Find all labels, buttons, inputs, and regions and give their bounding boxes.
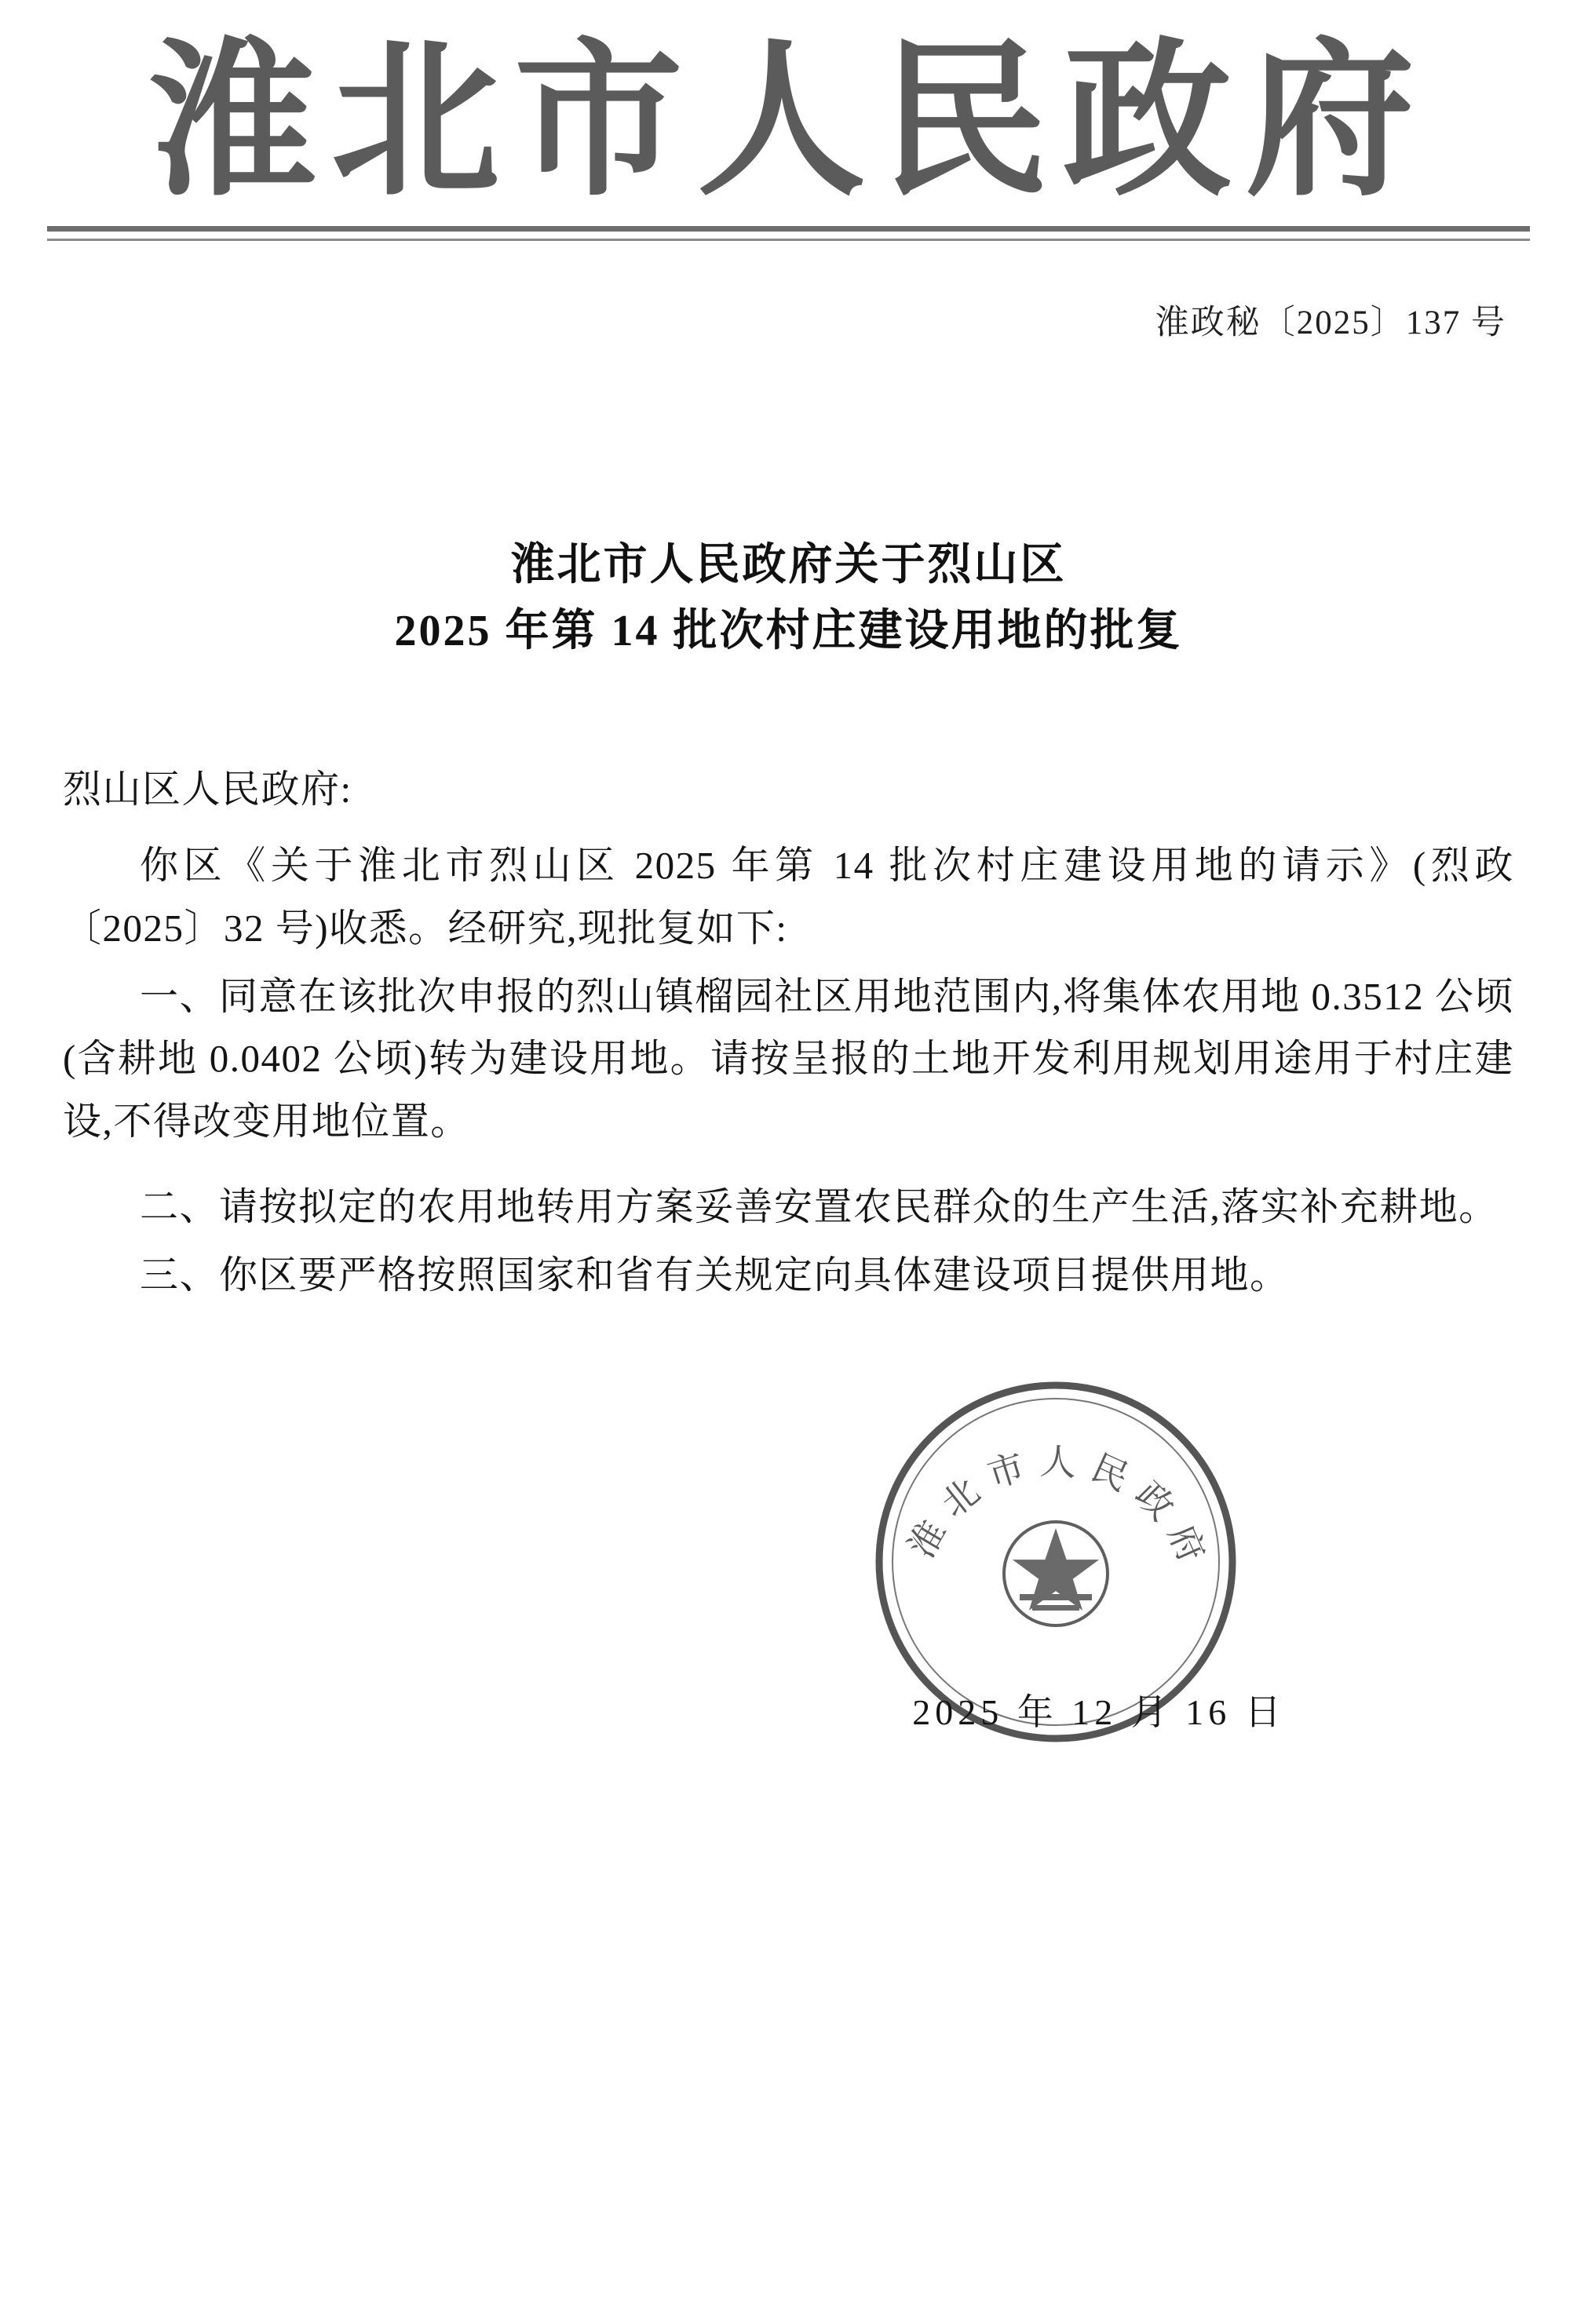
document-number: 淮政秘〔2025〕137 号 [1155,304,1506,341]
document-title-line-2: 2025 年第 14 批次村庄建设用地的批复 [394,606,1183,655]
signature-date: 2025 年 12 月 16 日 [912,1691,1286,1732]
document-body [63,758,1514,1817]
divider-thin-line [47,239,1530,241]
divider-thick-line [47,226,1530,232]
body-paragraph-4: 三、你区要严格按照国家和省有关规定向具体建设项目提供用地。 [140,1253,1290,1297]
masthead-title: 淮北市人民政府 [148,20,1429,219]
masthead [0,0,1577,219]
signature-area [63,1377,1514,1817]
salutation: 烈山区人民政府: [63,767,352,811]
divider-gap [47,232,1530,239]
body-paragraph-1: 你区《关于淮北市烈山区 2025 年第 14 批次村庄建设用地的请示》(烈政〔2025〕32 号)收悉。经研究,现批复如下: [63,844,1514,950]
body-paragraph-3: 二、请按拟定的农用地转用方案妥善安置农民群众的生产生活,落实补充耕地。 [140,1185,1499,1228]
body-paragraph-2: 一、同意在该批次申报的烈山镇榴园社区用地范围内,将集体农用地 0.3512 公顷(含耕地 0.0402 公顷)转为建设用地。请按呈报的土地开发利用规划用途用于村庄建设,不得改变用地位置。 [63,974,1514,1143]
document-title [118,532,1459,664]
document-title-line-1: 淮北市人民政府关于烈山区 [510,540,1067,589]
svg-text:淮北市人民政府: 淮北市人民政府 [900,1439,1219,1580]
masthead-divider [47,226,1530,241]
